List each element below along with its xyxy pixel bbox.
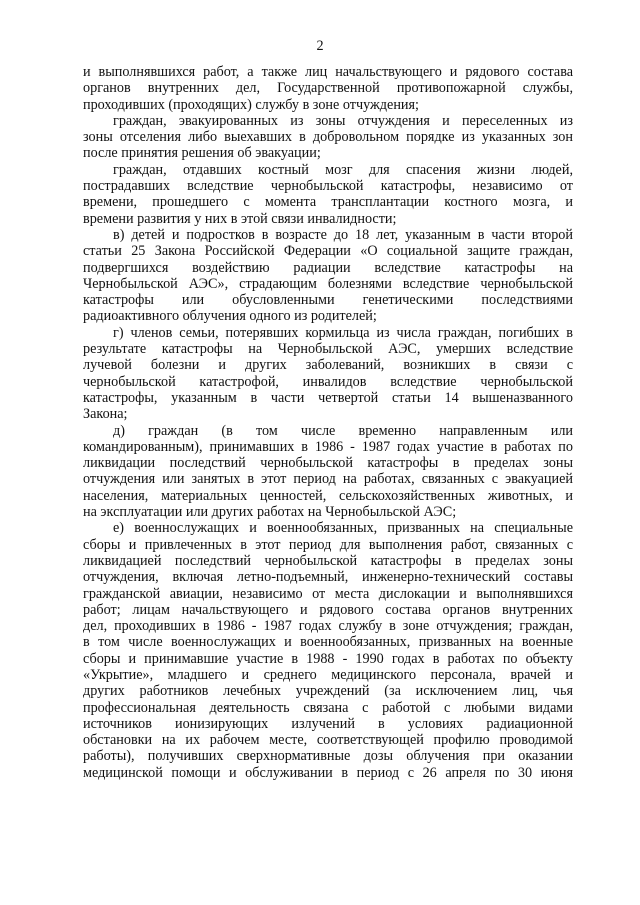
text-line: работ; лицам начальствующего и рядового состава органов внутренних — [83, 601, 573, 618]
text-line: сборы и принимавшие участие в 1988 - 1990 годах в работах по объекту — [83, 650, 573, 667]
text-line: результате катастрофы на Чернобыльской АЭС, умерших вследствие — [83, 341, 573, 358]
text-line: сборы и привлеченных в этот период для выполнения работ, связанных с — [83, 536, 573, 553]
text-line: после принятия решения об эвакуации; — [83, 145, 321, 162]
text-line: отчуждения или занятых в этот период на работах, связанных с эвакуацией — [83, 471, 573, 488]
text-line: работы), получивших сверхнормативные дозы облучения при оказании — [83, 748, 573, 765]
text-line: пострадавших вследствие чернобыльской катастрофы, независимо от — [83, 178, 573, 195]
paragraph — [83, 227, 573, 325]
text-line: чернобыльской катастрофой, инвалидов вследствие чернобыльской — [83, 373, 573, 390]
text-line: лучевой болезни и других заболеваний, возникших в связи с — [83, 357, 573, 374]
text-line: катастрофы или обусловленными генетическими последствиями — [83, 292, 573, 309]
text-line: ликвидацией последствий чернобыльской катастрофы в пределах зоны — [83, 552, 573, 569]
text-line: времени развития у них в этой связи инвалидности; — [83, 210, 397, 227]
text-line: статьи 25 Закона Российской Федерации «О социальной защите граждан, — [83, 243, 573, 260]
text-line: Чернобыльской АЭС», страдающим болезнями вследствие чернобыльской — [83, 275, 573, 292]
text-line: Закона; — [83, 406, 128, 423]
text-line: е) военнослужащих и военнообязанных, призванных на специальные — [113, 520, 573, 537]
text-line: дел, проходивших в 1986 - 1987 годах службу в зоне отчуждения; граждан, — [83, 618, 573, 635]
text-line: гражданской авиации, независимо от места дислокации и выполнявшихся — [83, 585, 573, 602]
text-line: г) членов семьи, потерявших кормильца из числа граждан, погибших в — [113, 324, 573, 341]
text-line: обстановки на их рабочем месте, соответствующей профилю проводимой — [83, 732, 573, 749]
paragraph — [83, 520, 573, 781]
paragraph — [83, 64, 573, 113]
text-line: зоны отселения либо выехавших в добровольном порядке из указанных зон — [83, 129, 573, 146]
text-line: отчуждения, включая летно-подъемный, инженерно-технический составы — [83, 569, 573, 586]
text-line: д) граждан (в том числе временно направленным или — [113, 422, 573, 439]
text-line: времени, прошедшего с момента трансплантации костного мозга, и — [83, 194, 573, 211]
text-line: источников ионизирующих излучений в условиях радиационной — [83, 715, 573, 732]
document-body — [83, 64, 573, 781]
page-number: 2 — [316, 38, 324, 54]
text-line: проходивших (проходящих) службу в зоне отчуждения; — [83, 96, 419, 113]
text-line: и выполнявшихся работ, а также лиц начальствующего и рядового состава — [83, 64, 573, 80]
text-line: командированным), принимавших в 1986 - 1987 годах участие в работах по — [83, 438, 573, 455]
text-line: населения, материальных ценностей, сельскохозяйственных животных, и — [83, 487, 573, 504]
text-line: других работников лечебных учреждений (за исключением лиц, чья — [83, 683, 573, 700]
paragraph — [83, 113, 573, 162]
paragraph — [83, 325, 573, 423]
text-line: «Укрытие», младшего и среднего медицинского персонала, врачей и — [83, 666, 573, 683]
text-line: граждан, отдавших костный мозг для спасения жизни людей, — [113, 161, 573, 178]
paragraph — [83, 162, 573, 227]
text-line: медицинской помощи и обслуживании в период с 26 апреля по 30 июня — [83, 764, 573, 781]
text-line: органов внутренних дел, Государственной противопожарной службы, — [83, 80, 573, 97]
text-line: ликвидации последствий чернобыльской катастрофы в пределах зоны — [83, 455, 573, 472]
text-line: граждан, эвакуированных из зоны отчуждения и переселенных из — [113, 112, 573, 129]
text-line: в том числе военнослужащих и военнообязанных, призванных на военные — [83, 634, 573, 651]
text-line: катастрофы, указанным в части четвертой статьи 14 вышеназванного — [83, 389, 573, 406]
paragraph — [83, 423, 573, 521]
text-line: в) детей и подростков в возрасте до 18 лет, указанным в части второй — [113, 226, 573, 243]
text-line: профессиональная деятельность связана с работой с любыми видами — [83, 699, 573, 716]
text-line: на эксплуатации или других работах на Чернобыльской АЭС; — [83, 504, 457, 521]
text-line: подвергшихся воздействию радиации вследствие катастрофы на — [83, 259, 573, 276]
text-line: радиоактивного облучения одного из родителей; — [83, 308, 377, 325]
